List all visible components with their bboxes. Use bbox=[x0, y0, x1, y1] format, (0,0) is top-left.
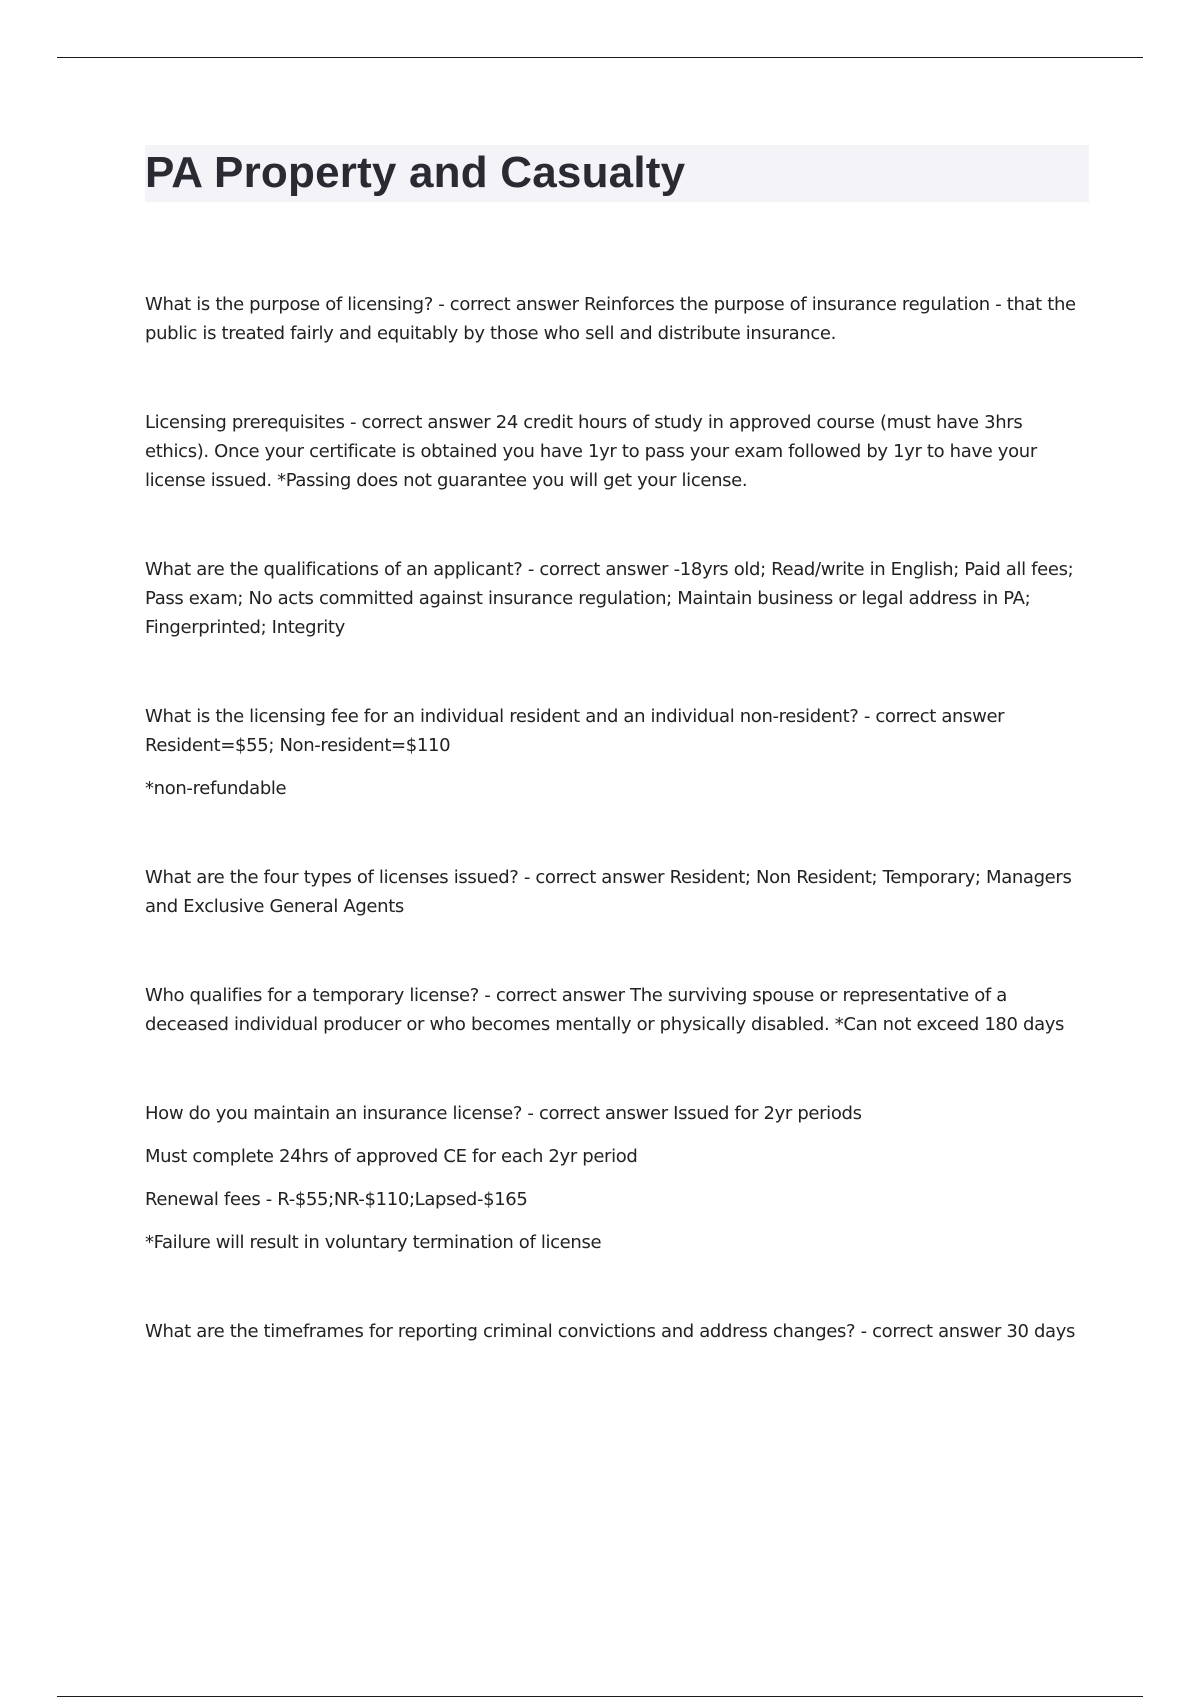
qa-paragraph: What are the four types of licenses issued? - correct answer Resident; Non Resident; Temporary; Managers and Exclusive General Agents bbox=[145, 867, 1072, 917]
qa-entry bbox=[145, 408, 1090, 495]
qa-paragraph: What are the qualifications of an applicant? - correct answer -18yrs old; Read/write in English; Paid all fees; Pass exam; No acts committed against insurance regulation; Maintain business or legal address in PA; Fingerprinted; Integrity bbox=[145, 559, 1074, 638]
bottom-rule bbox=[57, 1696, 1143, 1697]
qa-entry bbox=[145, 290, 1090, 348]
qa-entry bbox=[145, 702, 1090, 803]
qa-paragraph: Must complete 24hrs of approved CE for each 2yr period bbox=[145, 1146, 638, 1167]
qa-paragraph: What is the licensing fee for an individual resident and an individual non-resident? - correct answer Resident=$55; Non-resident=$110 bbox=[145, 706, 1005, 756]
top-rule bbox=[57, 57, 1143, 58]
qa-paragraph: How do you maintain an insurance license? - correct answer Issued for 2yr periods bbox=[145, 1103, 862, 1124]
qa-entry bbox=[145, 1099, 1090, 1257]
qa-list bbox=[145, 290, 1090, 1406]
page-title: PA Property and Casualty bbox=[145, 148, 686, 197]
qa-entry bbox=[145, 1317, 1090, 1346]
qa-entry bbox=[145, 863, 1090, 921]
qa-entry bbox=[145, 555, 1090, 642]
qa-paragraph: What are the timeframes for reporting criminal convictions and address changes? - correct answer 30 days bbox=[145, 1321, 1076, 1342]
qa-paragraph: Who qualifies for a temporary license? - correct answer The surviving spouse or representative of a deceased individual producer or who becomes mentally or physically disabled. *Can not exceed 180 days bbox=[145, 985, 1065, 1035]
qa-paragraph: *non-refundable bbox=[145, 778, 287, 799]
qa-paragraph: *Failure will result in voluntary termination of license bbox=[145, 1232, 602, 1253]
qa-paragraph: What is the purpose of licensing? - correct answer Reinforces the purpose of insurance regulation - that the public is treated fairly and equitably by those who sell and distribute insurance. bbox=[145, 294, 1076, 344]
qa-paragraph: Licensing prerequisites - correct answer 24 credit hours of study in approved course (must have 3hrs ethics). Once your certificate is obtained you have 1yr to pass your exam followed by 1yr to have your license issued. *Passing does not guarantee you will get your license. bbox=[145, 412, 1037, 491]
qa-entry bbox=[145, 981, 1090, 1039]
qa-paragraph: Renewal fees - R-$55;NR-$110;Lapsed-$165 bbox=[145, 1189, 528, 1210]
